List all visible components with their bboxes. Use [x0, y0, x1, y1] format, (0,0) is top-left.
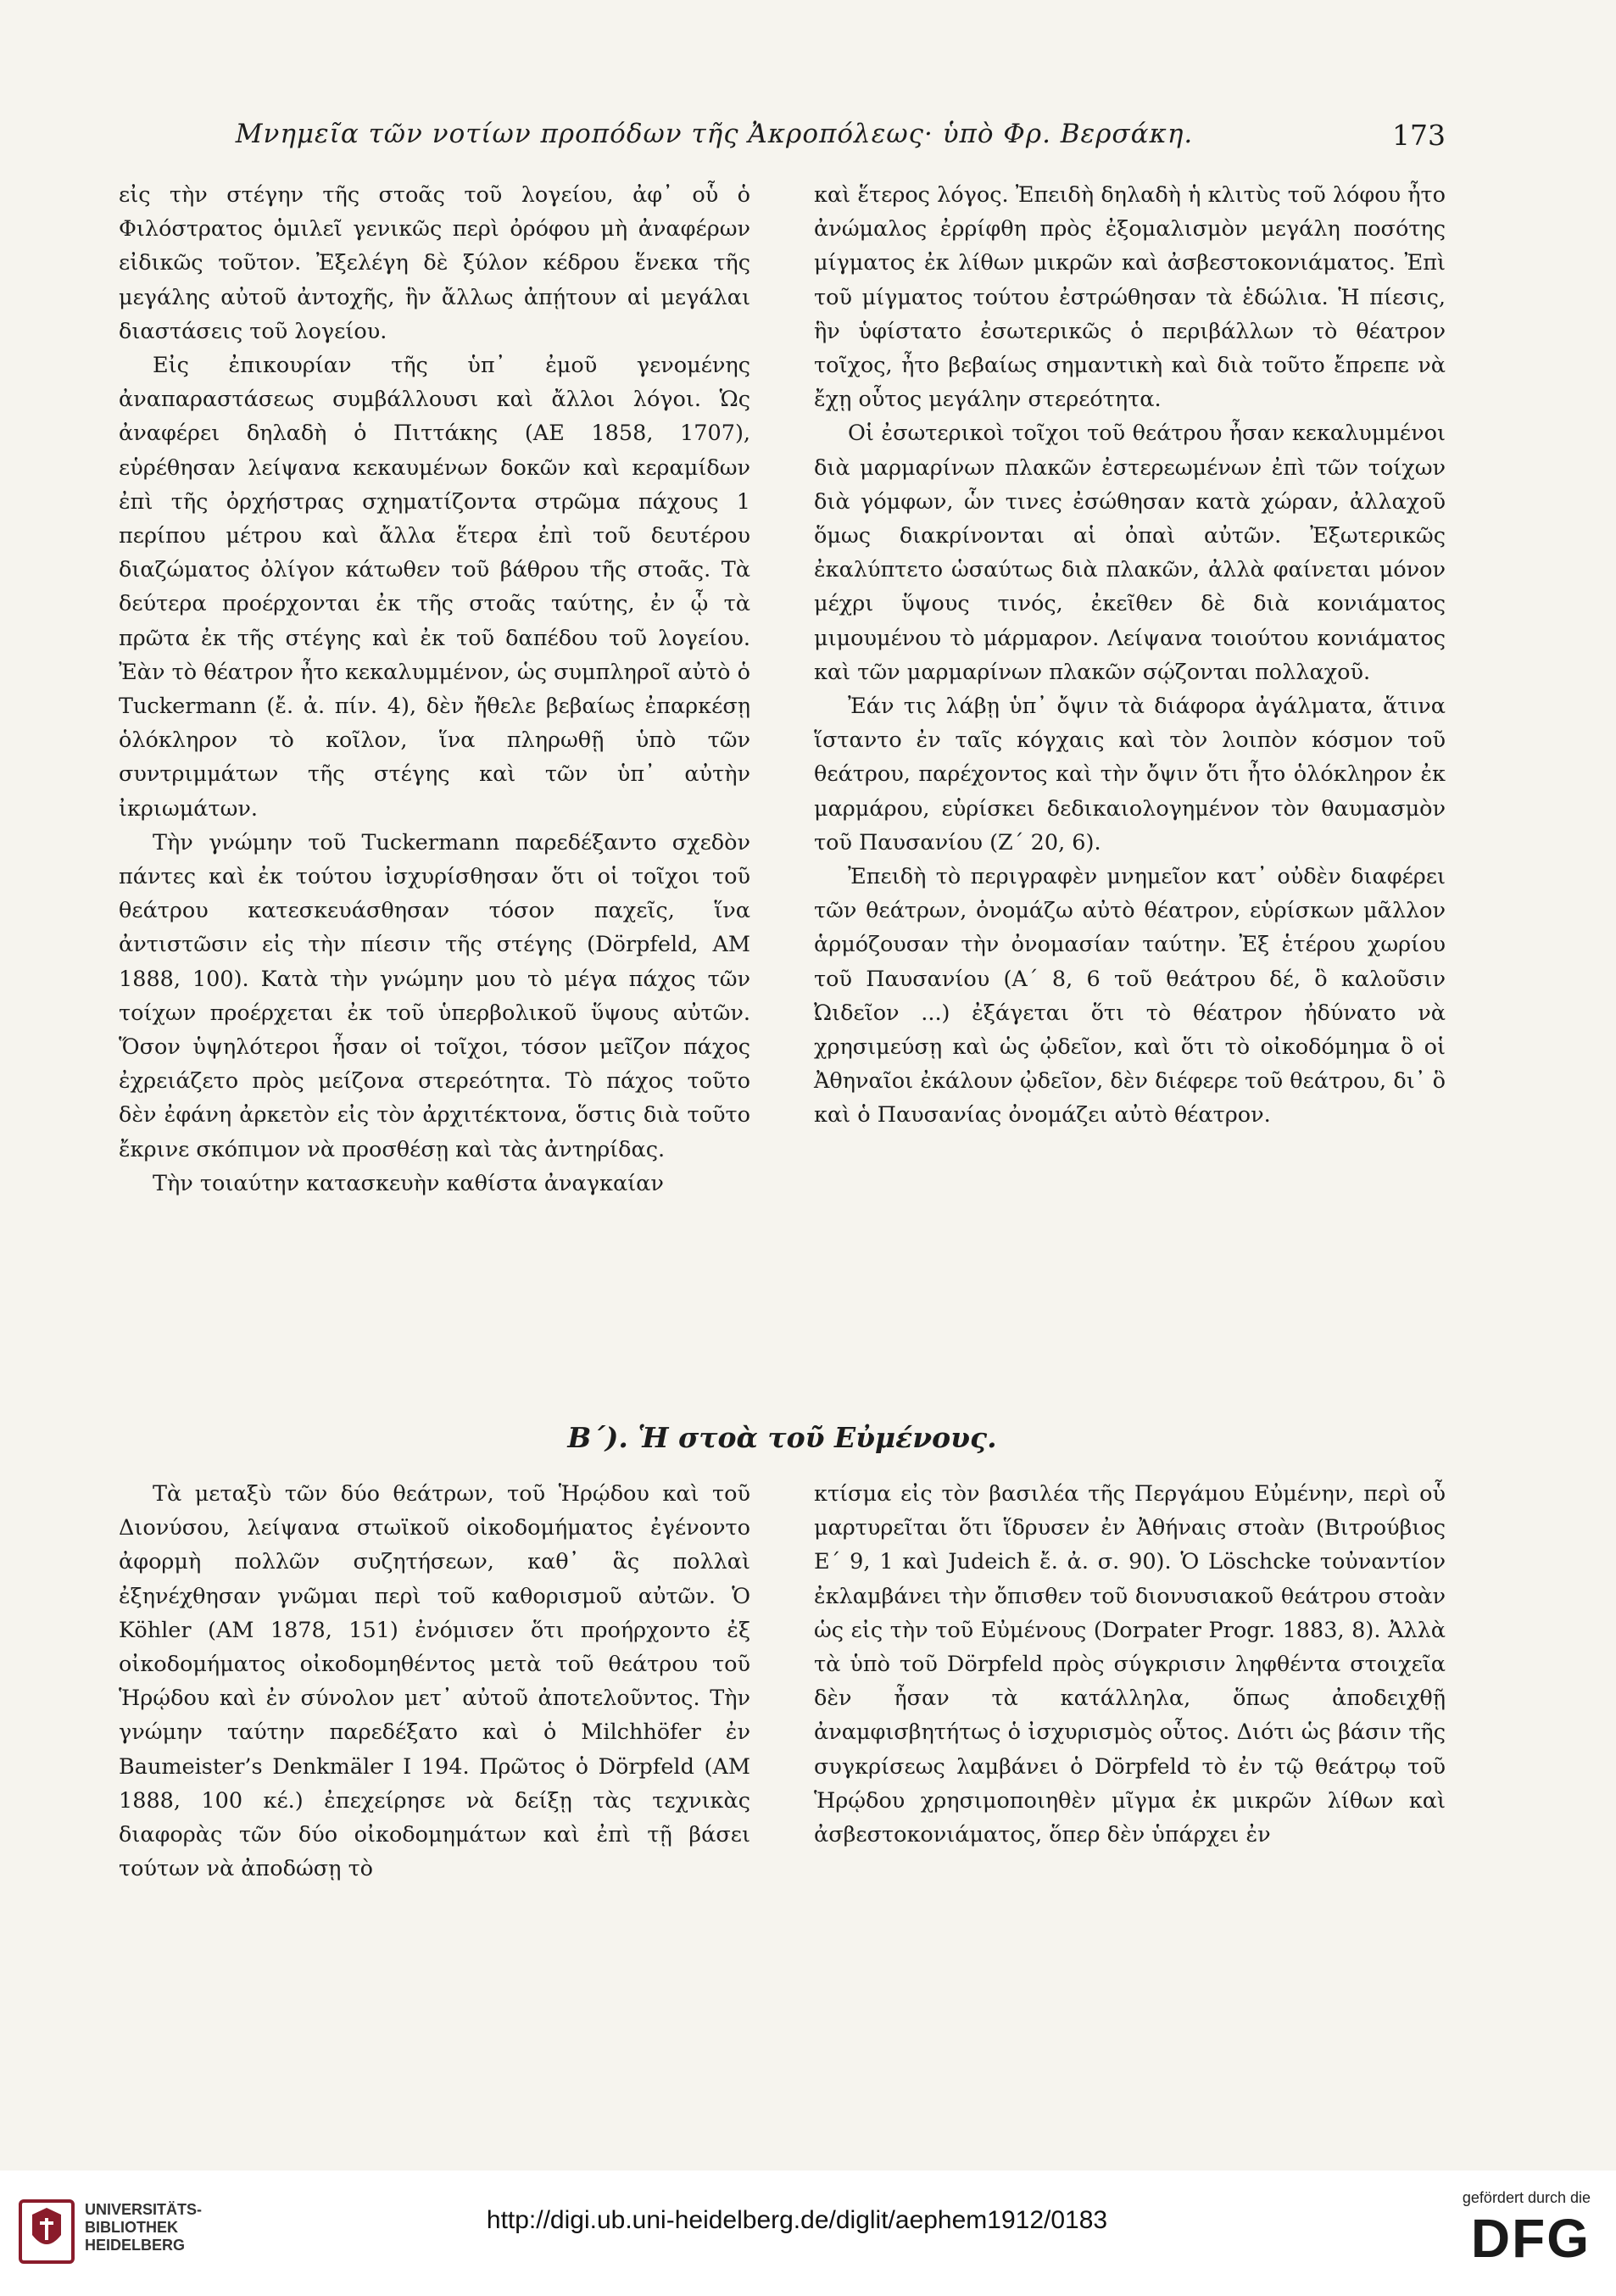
- running-title: Μνημεῖα τῶν νοτίων προπόδων τῆς Ἀκροπόλεως· ὑπὸ Φρ. Βερσάκη.: [235, 119, 1194, 149]
- dfg-wordmark: DFG: [1470, 2208, 1591, 2269]
- paragraph: εἰς τὴν στέγην τῆς στοᾶς τοῦ λογείου, ἀφ᾿ οὗ ὁ Φιλόστρατος ὁμιλεῖ γενικῶς περὶ ὀρόφου μὴ ἀναφέρων εἰδικῶς τοῦτον. Ἐξελέγη δὲ ξύλον κέδρου ἕνεκα τῆς μεγάλης αὐτοῦ ἀντοχῆς, ἣν ἄλλως ἀπῄτουν αἱ μεγάλαι διαστάσεις τοῦ λογείου.: [119, 182, 750, 344]
- page-number: 173: [1392, 119, 1446, 152]
- library-logo: [17, 2196, 212, 2272]
- permalink[interactable]: http://digi.ub.uni-heidelberg.de/diglit/aephem1912/0183: [486, 2206, 1108, 2234]
- funding-caption: gefördert durch die: [1462, 2189, 1591, 2206]
- paragraph: Ἐπειδὴ τὸ περιγραφὲν μνημεῖον κατ᾿ οὐδὲν διαφέρει τῶν θεάτρων, ὀνομάζω αὐτὸ θέατρον, εὑρίσκων μᾶλλον ἁρμόζουσαν τὴν ὀνομασίαν ταύτην. Ἐξ ἑτέρου χωρίου τοῦ Παυσανίου (Α΄ 8, 6 τοῦ θεάτρου δέ, ὃ καλοῦσιν Ὠιδεῖον ...) ἐξάγεται ὅτι τὸ θέατρον ἠδύνατο νὰ χρησιμεύσῃ καὶ ὡς ᾠδεῖον, καὶ ὅτι τὸ οἰκοδόμημα ὃ οἱ Ἀθηναῖοι ἐκάλουν ᾠδεῖον, δὲν διέφερε τοῦ θεάτρου, δι᾿ ὃ καὶ ὁ Παυσανίας ὀνομάζει αὐτὸ θέατρον.: [814, 864, 1446, 1128]
- university-seal-icon: [17, 2198, 76, 2265]
- column-left-lower: [119, 1477, 750, 1886]
- paragraph: Τὴν τοιαύτην κατασκευὴν καθίστα ἀναγκαίαν: [153, 1170, 664, 1196]
- column-right-upper: [814, 178, 1446, 1133]
- column-left-upper: [119, 178, 750, 1201]
- paragraph: κτίσμα εἰς τὸν βασιλέα τῆς Περγάμου Εὐμένην, περὶ οὗ μαρτυρεῖται ὅτι ἵδρυσεν ἐν Ἀθήναις στοὰν (Βιτρούβιος Ε΄ 9, 1 καὶ Judeich ἔ. ἀ. σ. 90). Ὁ Löschcke τοὐναντίον ἐκλαμβάνει τὴν ὄπισθεν τοῦ διονυσιακοῦ θεάτρου στοὰν ὡς εἰς τὴν τοῦ Εὐμένους (Dorpater Progr. 1883, 8). Ἀλλὰ τὰ ὑπὸ τοῦ Dörpfeld πρὸς σύγκρισιν ληφθέντα στοιχεῖα δὲν ἦσαν τὰ κατάλληλα, ὅπως ἀποδειχθῇ ἀναμφισβητήτως ὁ ἰσχυρισμὸς οὗτος. Διότι ὡς βάσιν τῆς συγκρίσεως λαμβάνει ὁ Dörpfeld τὸ ἐν τῷ θεάτρῳ τοῦ Ἡρῴδου χρησιμοποιηθὲν μῖγμα ἐκ μικρῶν λίθων καὶ ἀσβεστοκονιάματος, ὅπερ δὲν ὑπάρχει ἐν: [814, 1481, 1446, 1848]
- section-heading: Β΄). Ἡ στοὰ τοῦ Εὐμένους.: [567, 1421, 997, 1454]
- library-name: [85, 2201, 220, 2254]
- library-name-line: BIBLIOTHEK: [85, 2219, 178, 2236]
- digitization-footer: [0, 2171, 1616, 2296]
- library-name-line: UNIVERSITÄTS-: [85, 2201, 203, 2218]
- paragraph: Τὴν γνώμην τοῦ Tuckermann παρεδέξαντο σχεδὸν πάντες καὶ ἐκ τούτου ἰσχυρίσθησαν ὅτι οἱ τοῖχοι τοῦ θεάτρου κατεσκευάσθησαν τόσον παχεῖς, ἵνα ἀντιστῶσιν εἰς τὴν πίεσιν τῆς στέγης (Dörpfeld, AM 1888, 100). Κατὰ τὴν γνώμην μου τὸ μέγα πάχος τῶν τοίχων προέρχεται ἐκ τοῦ ὑπερβολικοῦ ὕψους αὐτῶν. Ὅσον ὑψηλότεροι ἦσαν οἱ τοῖχοι, τόσον μεῖζον πάχος ἐχρειάζετο πρὸς μείζονα στερεότητα. Τὸ πάχος τοῦτο δὲν ἐφάνη ἀρκετὸν εἰς τὸν ἀρχιτέκτονα, ὅστις διὰ τοῦτο ἔκρινε σκόπιμον νὰ προσθέσῃ καὶ τὰς ἀντηρίδας.: [119, 829, 750, 1162]
- paragraph: Οἱ ἐσωτερικοὶ τοῖχοι τοῦ θεάτρου ἦσαν κεκαλυμμένοι διὰ μαρμαρίνων πλακῶν ἐστερεωμένων ἐπὶ τῶν τοίχων διὰ γόμφων, ὧν τινες ἐσώθησαν κατὰ χώραν, ἀλλαχοῦ ὅμως διακρίνονται αἱ ὀπαὶ αὐτῶν. Ἐξωτερικῶς ἐκαλύπτετο ὡσαύτως διὰ πλακῶν, ἀλλὰ φαίνεται μόνον μέχρι ὕψους τινός, ἐκεῖθεν δὲ διὰ κονιάματος μιμουμένου τὸ μάρμαρον. Λείψανα τοιούτου κονιάματος καὶ τῶν μαρμαρίνων πλακῶν σῴζονται πολλαχοῦ.: [814, 421, 1446, 685]
- paragraph: Τὰ μεταξὺ τῶν δύο θεάτρων, τοῦ Ἡρῴδου καὶ τοῦ Διονύσου, λείψανα στωϊκοῦ οἰκοδομήματος ἐγένοντο ἀφορμὴ πολλῶν συζητήσεων, καθ᾿ ἃς πολλαὶ ἐξηνέχθησαν γνῶμαι περὶ τοῦ καθορισμοῦ αὐτῶν. Ὁ Köhler (AM 1878, 151) ἐνόμισεν ὅτι προήρχοντο ἐξ οἰκοδομήματος οἰκοδομηθέντος μετὰ τοῦ θεάτρου τοῦ Ἡρῴδου καὶ ἐν σύνολον μετ᾿ αὐτοῦ ἀποτελοῦντος. Τὴν γνώμην ταύτην παρεδέξατο καὶ ὁ Milchhöfer ἐν Baumeister’s Denkmäler I 194. Πρῶτος ὁ Dörpfeld (AM 1888, 100 κέ.) ἐπεχείρησε νὰ δείξῃ τὰς τεχνικὰς διαφορὰς τῶν δύο οἰκοδομημάτων καὶ ἐπὶ τῇ βάσει τούτων νὰ ἀποδώσῃ τὸ: [119, 1481, 750, 1882]
- column-right-lower: [814, 1477, 1446, 1852]
- paragraph: Ἐάν τις λάβῃ ὑπ᾿ ὄψιν τὰ διάφορα ἀγάλματα, ἅτινα ἵσταντο ἐν ταῖς κόγχαις καὶ τὸν λοιπὸν κόσμον τοῦ θεάτρου, παρέχοντος καὶ τὴν ὄψιν ὅτι ἦτο ὁλόκληρον ἐκ μαρμάρου, εὑρίσκει δεδικαιολογημένον τὸν θαυμασμὸν τοῦ Παυσανίου (Ζ΄ 20, 6).: [814, 694, 1446, 855]
- library-name-line: HEIDELBERG: [85, 2237, 186, 2254]
- running-head: [119, 119, 1446, 159]
- funder-logo: [1421, 2189, 1591, 2282]
- paragraph: καὶ ἕτερος λόγος. Ἐπειδὴ δηλαδὴ ἡ κλιτὺς τοῦ λόφου ἦτο ἀνώμαλος ἐρρίφθη πρὸς ἐξομαλισμὸν μεγάλη ποσότης μίγματος ἐκ λίθων μικρῶν καὶ ἀσβεστοκονιάματος. Ἐπὶ τοῦ μίγματος τούτου ἐστρώθησαν τὰ ἑδώλια. Ἡ πίεσις, ἣν ὑφίστατο ἐσωτερικῶς ὁ περιβάλλων τὸ θέατρον τοῖχος, ἦτο βεβαίως σημαντικὴ καὶ διὰ τοῦτο ἔπρεπε νὰ ἔχῃ οὗτος μεγάλην στερεότητα.: [814, 182, 1446, 413]
- paragraph: Εἰς ἐπικουρίαν τῆς ὑπ᾿ ἐμοῦ γενομένης ἀναπαραστάσεως συμβάλλουσι καὶ ἄλλοι λόγοι. Ὡς ἀναφέρει δηλαδὴ ὁ Πιττάκης (ΑΕ 1858, 1707), εὑρέθησαν λείψανα κεκαυμένων δοκῶν καὶ κεραμίδων ἐπὶ τῆς ὀρχήστρας σχηματίζοντα στρῶμα πάχους 1 περίπου μέτρου καὶ ἄλλα ἕτερα ἐπὶ τοῦ δευτέρου διαζώματος ὀλίγον κάτωθεν τοῦ βάθρου τῆς στοᾶς. Τὰ δεύτερα προέρχονται ἐκ τῆς στοᾶς ταύτης, ἐν ᾧ τὰ πρῶτα ἐκ τῆς στέγης καὶ ἐκ τοῦ δαπέδου τοῦ λογείου. Ἐὰν τὸ θέατρον ἦτο κεκαλυμμένον, ὡς συμπληροῖ αὐτὸ ὁ Tuckermann (ἔ. ἀ. πίν. 4), δὲν ἤθελε βεβαίως ἐπαρκέσῃ ὁλόκληρον τὸ κοῖλον, ἵνα πληρωθῇ ὑπὸ τῶν συντριμμάτων τῆς στέγης καὶ τῶν ὑπ᾿ αὐτὴν ἰκριωμάτων.: [119, 353, 750, 822]
